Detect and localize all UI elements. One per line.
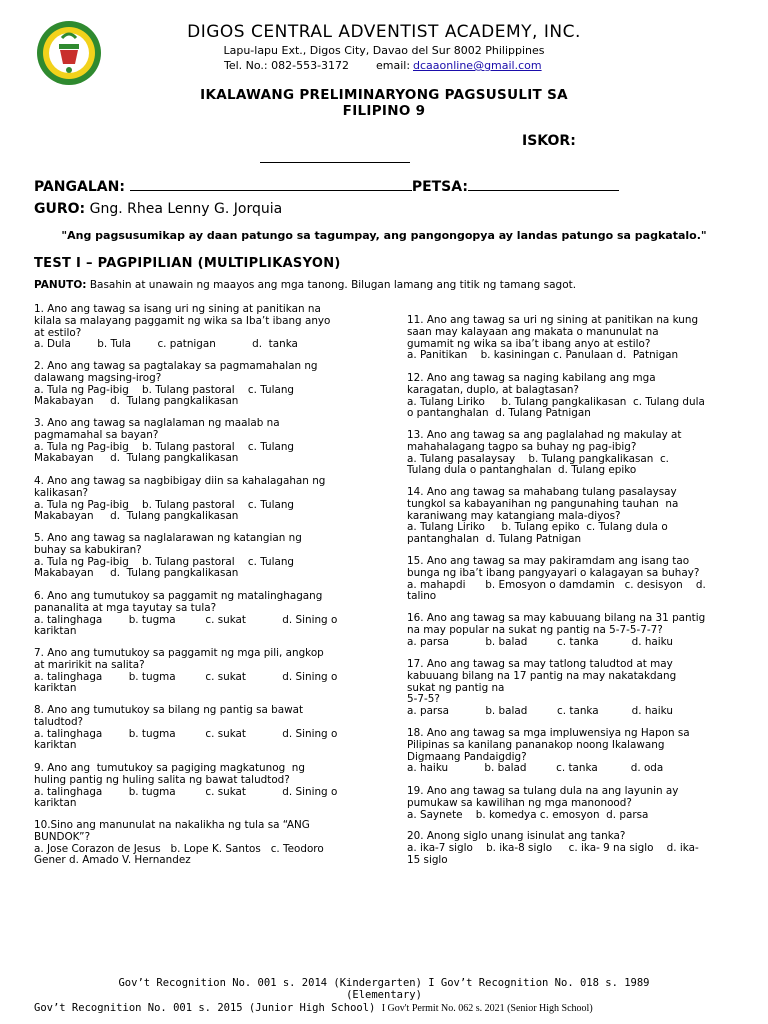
question-item [34, 591, 364, 638]
question-line: bunga ng iba’t ibang pangyayari o kalagayan sa buhay? [407, 566, 700, 579]
footer-line: Gov’t Recognition No. 001 s. 2015 (Junior High School) [34, 1002, 382, 1014]
question-line: 5-7-5? [407, 693, 440, 706]
question-item [407, 659, 732, 718]
answer-choices[interactable]: a. mahapdi b. Emosyon o damdamin c. desisyon d. [407, 578, 706, 591]
question-item [407, 373, 732, 420]
email-link[interactable]: dcaaonline@gmail.com [413, 59, 542, 72]
guro-row [34, 201, 282, 217]
question-line: kilala sa malayang paggamit ng wika sa Iba’t ibang anyo [34, 314, 331, 327]
question-line: 7. Ano ang tumutukoy sa paggamit ng mga pili, angkop [34, 647, 324, 659]
question-line: 20. Anong siglo unang isinulat ang tanka? [407, 830, 626, 842]
question-line: 15. Ano ang tawag sa may pakiramdam ang isang tao [407, 555, 690, 567]
question-line: taludtod? [34, 715, 84, 728]
answer-choices[interactable]: Makabayan d. Tulang pangkalikasan [34, 452, 239, 465]
footer-recognition [0, 977, 768, 1001]
question-line: kalikasan? [34, 486, 89, 499]
answer-choices[interactable]: a. talinghaga b. tugma c. sukat d. Sining o [34, 613, 338, 626]
panuto-label: PANUTO: [34, 279, 87, 291]
answer-choices[interactable]: a. talinghaga b. tugma c. sukat d. Sining o [34, 727, 338, 740]
question-item [34, 648, 364, 695]
answer-choices[interactable]: a. Jose Corazon de Jesus b. Lope K. Santos c. Teodoro [34, 842, 324, 855]
guro-label: GURO: [34, 201, 86, 217]
question-item [34, 705, 364, 752]
answer-choices[interactable]: a. Tulang Liriko b. Tulang epiko c. Tulang dula o [407, 521, 668, 534]
question-line: kabuuang bilang na 17 pantig na may nakatakdang [407, 669, 677, 682]
question-item [407, 831, 732, 866]
iskor-field[interactable] [260, 162, 410, 163]
school-tel: Tel. No.: 082-553-3172 [224, 59, 350, 72]
question-line: 4. Ano ang tawag sa nagbibigay diin sa kahalagahan ng [34, 475, 326, 487]
question-item [34, 533, 364, 580]
instructions [34, 279, 576, 291]
answer-choices[interactable]: Tulang dula o pantanghalan d. Tulang epiko [407, 464, 637, 477]
question-line: BUNDOK”? [34, 830, 91, 843]
answer-choices[interactable]: a. Tula ng Pag-ibig b. Tulang pastoral c. Tulang [34, 498, 294, 511]
question-item [34, 820, 364, 867]
question-line: mahahalagang tagpo sa buhay ng pag-ibig? [407, 440, 637, 453]
answer-choices[interactable]: a. Tula ng Pag-ibig b. Tulang pastoral c. Tulang [34, 555, 294, 568]
answer-choices[interactable]: a. talinghaga b. tugma c. sukat d. Sining o [34, 670, 338, 683]
question-line: gumamit ng wika sa iba’t ibang anyo at estilo? [407, 337, 651, 350]
answer-choices[interactable]: a. Tulang pasalaysay b. Tulang pangkalikasan c. [407, 452, 669, 465]
question-item [407, 556, 732, 603]
question-line: 11. Ano ang tawag sa uri ng sining at panitikan na kung [407, 314, 699, 326]
footer-line: (Elementary) [346, 989, 422, 1001]
question-item [34, 304, 364, 351]
question-line: 2. Ano ang tawag sa pagtalakay sa pagmamahalan ng [34, 360, 318, 372]
petsa-field[interactable] [468, 178, 619, 191]
test-title: TEST I – PAGPIPILIAN (MULTIPLIKASYON) [34, 256, 341, 271]
question-line: na may popular na sukat ng pantig na 5-7-5-7-7? [407, 623, 663, 636]
question-line: pananalita at mga tayutay sa tula? [34, 601, 217, 614]
question-line: dalawang magsing-irog? [34, 371, 162, 384]
school-name: DIGOS CENTRAL ADVENTIST ACADEMY, INC. [187, 22, 581, 42]
answer-choices[interactable]: a. haiku b. balad c. tanka d. oda [407, 762, 664, 775]
question-item [34, 763, 364, 810]
question-line: 19. Ano ang tawag sa tulang dula na ang layunin ay [407, 785, 679, 797]
question-line: 5. Ano ang tawag sa naglalarawan ng katangian ng [34, 532, 302, 544]
question-line: 12. Ano ang tawag sa naging kabilang ang mga [407, 372, 656, 384]
question-line: 14. Ano ang tawag sa mahabang tulang pasalaysay [407, 486, 677, 498]
panuto-text: Basahin at unawain ng maayos ang mga tanong. Bilugan lamang ang titik ng tamang sagot. [89, 279, 577, 291]
exam-subject: FILIPINO 9 [342, 103, 426, 119]
question-line: at maririkit na salita? [34, 658, 145, 671]
answer-choices[interactable]: a. Saynete b. komedya c. emosyon d. parsa [407, 808, 649, 821]
answer-choices[interactable]: a. Tula ng Pag-ibig b. Tulang pastoral c. Tulang [34, 440, 294, 453]
iskor-label: ISKOR: [522, 133, 576, 149]
motto-quote: "Ang pagsusumikap ay daan patungo sa tagumpay, ang pangongopya ay landas patungo sa pagkatalo." [61, 229, 707, 242]
guro-name: Gng. Rhea Lenny G. Jorquia [89, 201, 283, 217]
answer-choices[interactable]: pantanghalan d. Tulang Patnigan [407, 533, 582, 546]
question-item [407, 613, 732, 648]
answer-choices[interactable]: Makabayan d. Tulang pangkalikasan [34, 510, 239, 523]
question-item [34, 418, 364, 465]
answer-choices[interactable]: o pantanghalan d. Tulang Patnigan [407, 407, 591, 420]
question-line: 17. Ano ang tawag sa may tatlong taludtod at may [407, 658, 673, 670]
answer-choices[interactable]: kariktan [34, 739, 77, 752]
name-date-row [34, 178, 619, 195]
answer-choices[interactable]: a. Panitikan b. kasiningan c. Panulaan d. Patnigan [407, 349, 679, 362]
question-line: 13. Ano ang tawag sa ang paglalahad ng makulay at [407, 429, 682, 441]
question-line: 3. Ano ang tawag sa naglalaman ng maalab na [34, 417, 280, 429]
question-item [407, 315, 732, 362]
answer-choices[interactable]: a. Dula b. Tula c. patnigan d. tanka [34, 338, 298, 351]
question-line: sukat ng pantig na [407, 681, 505, 694]
question-line: 8. Ano ang tumutukoy sa bilang ng pantig sa bawat [34, 704, 304, 716]
question-item [407, 728, 732, 775]
question-line: Pilipinas sa kanilang pananakop noong Ikalawang [407, 738, 665, 751]
answer-choices[interactable]: kariktan [34, 625, 77, 638]
question-line: karagatan, duplo, at balagtasan? [407, 383, 579, 396]
answer-choices[interactable]: a. talinghaga b. tugma c. sukat d. Sining o [34, 785, 338, 798]
answer-choices[interactable]: kariktan [34, 682, 77, 695]
footer-line: I Gov't Permit No. 062 s. 2021 (Senior High School) [381, 1003, 593, 1014]
answer-choices[interactable]: talino [407, 590, 437, 603]
question-line: karaniwang may katangiang mala-diyos? [407, 509, 621, 522]
pangalan-label: PANGALAN: [34, 179, 125, 195]
question-line: 16. Ano ang tawag sa may kabuuang bilang na 31 pantig [407, 612, 706, 624]
question-line: pagmamahal sa bayan? [34, 428, 159, 441]
exam-title: IKALAWANG PRELIMINARYONG PAGSUSULIT SA [200, 87, 568, 103]
question-item [407, 487, 732, 546]
question-line: huling pantig ng huling salita ng bawat taludtod? [34, 773, 290, 786]
question-line: Digmaang Pandaigdig? [407, 750, 527, 763]
answer-choices[interactable]: kariktan [34, 797, 77, 810]
pangalan-field[interactable] [130, 178, 412, 191]
question-line: 9. Ano ang tumutukoy sa pagiging magkatunog ng [34, 762, 305, 774]
answer-choices[interactable]: a. parsa b. balad c. tanka d. haiku [407, 705, 673, 718]
question-line: 1. Ano ang tawag sa isang uri ng sining at panitikan na [34, 303, 321, 315]
email-label: email: [376, 59, 411, 72]
question-item [34, 476, 364, 523]
answer-choices[interactable]: a. Tula ng Pag-ibig b. Tulang pastoral c. Tulang [34, 383, 294, 396]
question-item [407, 786, 732, 821]
answer-choices[interactable]: Makabayan d. Tulang pangkalikasan [34, 395, 239, 408]
question-item [34, 361, 364, 408]
answer-choices[interactable]: 15 siglo [407, 853, 448, 866]
answer-choices[interactable]: a. parsa b. balad c. tanka d. haiku [407, 635, 673, 648]
question-line: 18. Ano ang tawag sa mga impluwensiya ng Hapon sa [407, 727, 690, 739]
question-line: 10.Sino ang manunulat na nakalikha ng tula sa “ANG [34, 819, 310, 831]
question-line: saan may kalayaan ang makata o manunulat na [407, 325, 659, 338]
footer-permit [34, 1002, 593, 1014]
question-line: at estilo? [34, 326, 82, 339]
question-line: 6. Ano ang tumutukoy sa paggamit ng matalinghagang [34, 590, 323, 602]
answer-choices[interactable]: Gener d. Amado V. Hernandez [34, 854, 191, 867]
footer-line: Gov’t Recognition No. 001 s. 2014 (Kindergarten) I Gov’t Recognition No. 018 s. 1989 [118, 977, 650, 989]
question-line: tungkol sa kabayanihan ng pangunahing tauhan na [407, 497, 679, 510]
question-line: pumukaw sa kawilihan ng mga manonood? [407, 796, 632, 809]
answer-choices[interactable]: Makabayan d. Tulang pangkalikasan [34, 567, 239, 580]
question-item [407, 430, 732, 477]
answer-choices[interactable]: a. ika-7 siglo b. ika-8 siglo c. ika- 9 na siglo d. ika- [407, 841, 699, 854]
petsa-label: PETSA: [411, 179, 468, 195]
answer-choices[interactable]: a. Tulang Liriko b. Tulang pangkalikasan c. Tulang dula [407, 395, 705, 408]
school-address: Lapu-lapu Ext., Digos City, Davao del Sur 8002 Philippines [223, 44, 545, 57]
question-line: buhay sa kabukiran? [34, 543, 142, 556]
